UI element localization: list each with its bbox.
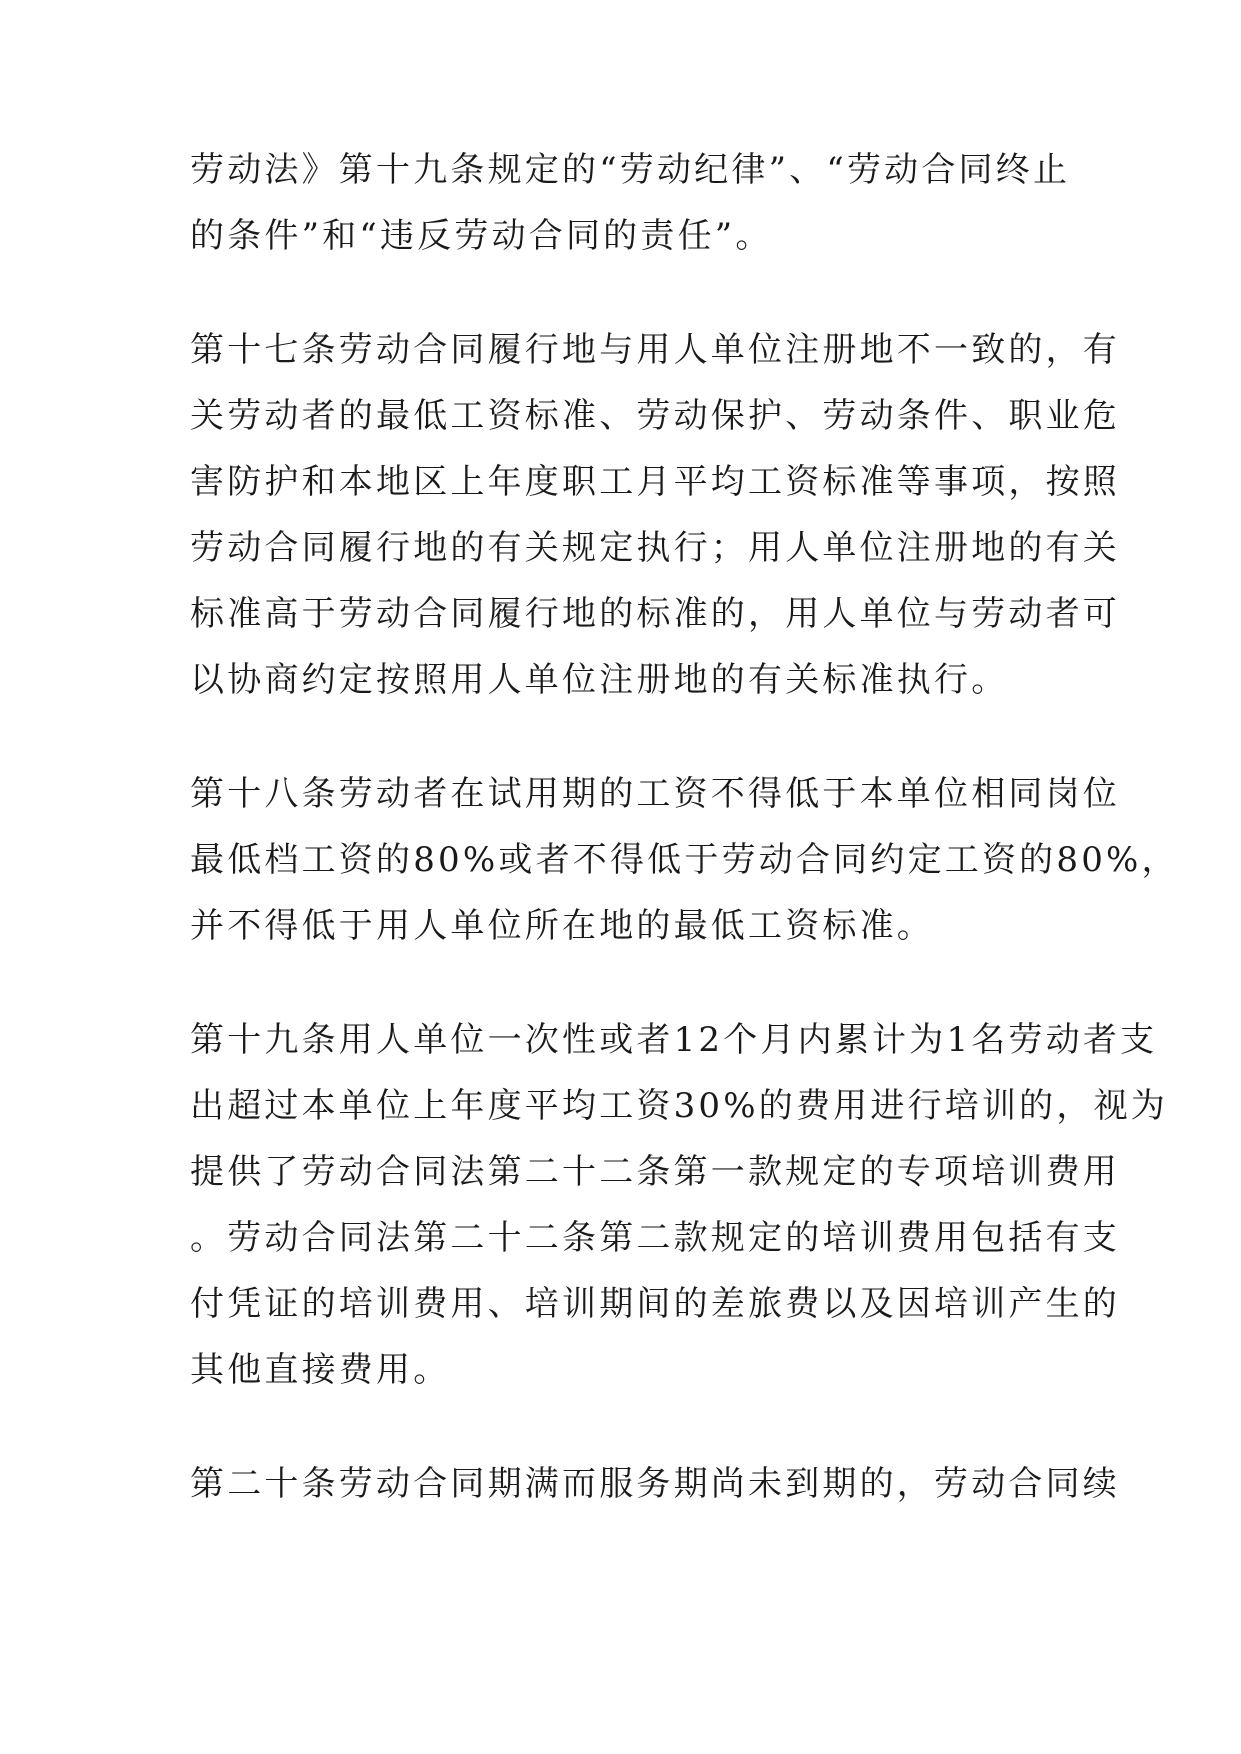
- text-line: 标准高于劳动合同履行地的标准的，用人单位与劳动者可: [190, 594, 1120, 634]
- text-line: 的条件”和“违反劳动合同的责任”。: [190, 216, 773, 256]
- text-line: 劳动法》第十九条规定的“劳动纪律”、“劳动合同终止: [190, 150, 1071, 190]
- text-line: 关劳动者的最低工资标准、劳动保护、劳动条件、职业危: [190, 396, 1120, 436]
- text-line: 第二十条劳动合同期满而服务期尚未到期的，劳动合同续: [190, 1464, 1120, 1504]
- text-line: 最低档工资的80%或者不得低于劳动合同约定工资的80%，: [190, 840, 1179, 880]
- text-line: 其他直接费用。: [190, 1350, 451, 1390]
- text-line: 害防护和本地区上年度职工月平均工资标准等事项，按照: [190, 462, 1120, 502]
- text-line: 提供了劳动合同法第二十二条第一款规定的专项培训费用: [190, 1152, 1120, 1192]
- text-line: 以协商约定按照用人单位注册地的有关标准执行。: [190, 660, 1009, 700]
- text-line: 并不得低于用人单位所在地的最低工资标准。: [190, 906, 934, 946]
- text-line: 付凭证的培训费用、培训期间的差旅费以及因培训产生的: [190, 1284, 1120, 1324]
- text-line: 第十八条劳动者在试用期的工资不得低于本单位相同岗位: [190, 774, 1120, 814]
- text-line: 第十九条用人单位一次性或者12个月内累计为1名劳动者支: [190, 1020, 1158, 1060]
- text-line: 第十七条劳动合同履行地与用人单位注册地不一致的，有: [190, 330, 1120, 370]
- text-line: 劳动合同履行地的有关规定执行；用人单位注册地的有关: [190, 528, 1120, 568]
- text-line: 。劳动合同法第二十二条第二款规定的培训费用包括有支: [190, 1218, 1120, 1258]
- text-line: 出超过本单位上年度平均工资30%的费用进行培训的，视为: [190, 1086, 1168, 1126]
